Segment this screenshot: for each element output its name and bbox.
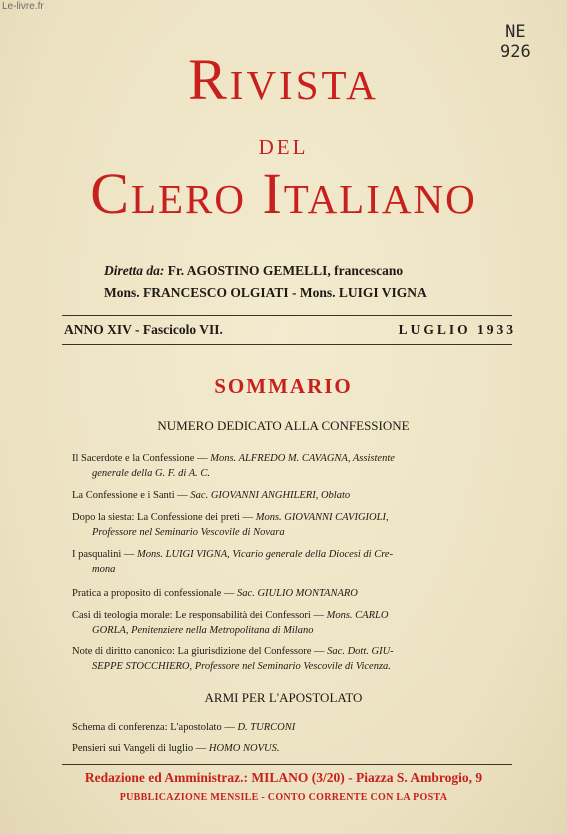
footer-address: Redazione ed Amministraz.: MILANO (3/20) - Piazza S. Ambrogio, 9 xyxy=(84,770,483,785)
section-title-confessione: NUMERO DEDICATO ALLA CONFESSIONE xyxy=(157,418,410,433)
toc-entry-continuation: Professore nel Seminario Vescovile di Novara xyxy=(92,527,285,538)
issue-number: ANNO XIV - Fascicolo VII. xyxy=(64,322,223,337)
toc-entry xyxy=(72,488,517,503)
toc-entry xyxy=(72,741,517,756)
divider-top xyxy=(62,315,512,316)
handwritten-note-line1: NE xyxy=(505,22,526,42)
toc-entry-author: Mons. ALFREDO M. CAVAGNA, Assistente xyxy=(210,453,395,464)
toc-entry-title: Pratica a proposito di confessionale — xyxy=(72,588,235,599)
toc-entry-continuation: GORLA, Penitenziere nella Metropolitana di Milano xyxy=(92,625,314,636)
directors-block xyxy=(104,260,427,304)
issue-line xyxy=(64,322,516,338)
divider-bottom xyxy=(62,344,512,345)
toc-entry-author: Mons. GIOVANNI CAVIGIOLI, xyxy=(255,512,389,523)
toc-entry xyxy=(72,608,517,638)
directors-line1 xyxy=(104,260,427,282)
toc-entry-title: Pensieri sui Vangeli di luglio — xyxy=(72,743,207,754)
toc-entry xyxy=(72,510,517,540)
toc-entry-title: Schema di conferenza: L'apostolato — xyxy=(72,722,235,733)
toc-entry xyxy=(72,720,517,735)
toc-entry-title: Dopo la siesta: La Confessione dei preti — xyxy=(72,512,254,523)
toc-entry-author: Mons. LUIGI VIGNA, Vicario generale della Diocesi di Cre- xyxy=(137,549,394,560)
toc-entry-author: HOMO NOVUS. xyxy=(208,743,280,754)
toc-entry-title: Il Sacerdote e la Confessione — xyxy=(72,453,208,464)
toc-entry-title: I pasqualini — xyxy=(72,549,135,560)
toc-entry xyxy=(72,586,517,601)
toc-entry-author: Sac. Dott. GIU- xyxy=(327,646,394,657)
watermark: Le-livre.fr xyxy=(2,1,44,12)
masthead-clero-italiano: Clero Italiano xyxy=(90,161,477,226)
directors-label: Diretta da: xyxy=(104,263,165,278)
divider-footer xyxy=(62,764,512,765)
toc-entry xyxy=(72,644,517,674)
toc-entry-continuation: mona xyxy=(92,564,116,575)
toc-entry-author: Sac. GIULIO MONTANARO xyxy=(237,588,358,599)
toc-entry-continuation: SEPPE STOCCHIERO, Professore nel Seminario Vescovile di Vicenza. xyxy=(92,661,391,672)
toc-entry-title: La Confessione e i Santi — xyxy=(72,490,188,501)
toc-entry xyxy=(72,451,517,481)
toc-entry-title: Note di diritto canonico: La giurisdizione del Confessore — xyxy=(72,646,325,657)
toc-entry-author: D. TURCONI xyxy=(237,722,296,733)
toc-entry-title: Casi di teologia morale: Le responsabilità dei Confessori — xyxy=(72,610,324,621)
issue-date: LUGLIO 1933 xyxy=(398,322,516,337)
directors-line2: Mons. FRANCESCO OLGIATI - Mons. LUIGI VIGNA xyxy=(104,285,427,300)
sommario-heading: SOMMARIO xyxy=(214,374,353,398)
masthead-rivista: Rivista xyxy=(188,47,379,112)
toc-entry-author: Sac. GIOVANNI ANGHILERI, Oblato xyxy=(190,490,351,501)
section-title-apostolato: ARMI PER L'APOSTOLATO xyxy=(204,690,363,705)
toc-entry xyxy=(72,547,517,577)
handwritten-note-line2: 926 xyxy=(500,42,531,62)
directors-name1: Fr. AGOSTINO GEMELLI, francescano xyxy=(167,263,404,278)
toc-entry-continuation: generale della G. F. di A. C. xyxy=(92,468,211,479)
toc-entry-author: Mons. CARLO xyxy=(326,610,389,621)
masthead-del: del xyxy=(258,128,309,161)
footer-publication-note: PUBBLICAZIONE MENSILE - CONTO CORRENTE CON LA POSTA xyxy=(119,792,448,803)
